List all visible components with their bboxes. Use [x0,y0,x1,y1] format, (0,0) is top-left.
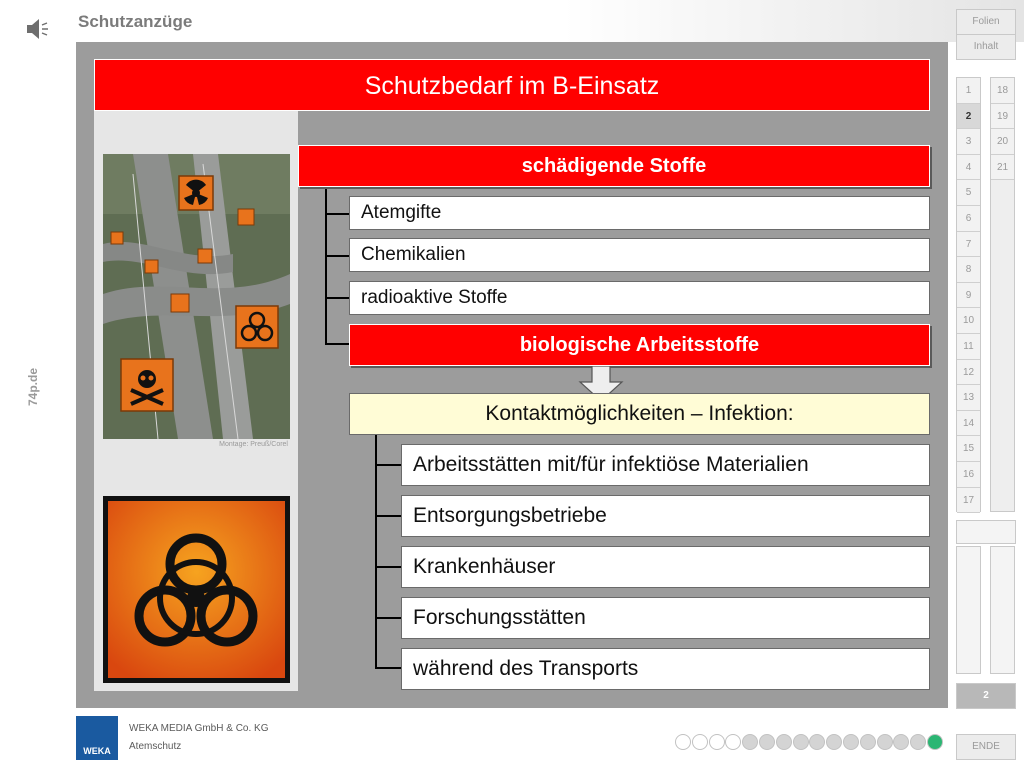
tree-connector-branch [325,297,349,299]
slide-number-4[interactable]: 4 [957,155,980,181]
slide-number-16[interactable]: 16 [957,462,980,488]
tree-connector-branch [325,343,349,345]
contact-heading: Kontaktmöglichkeiten – Infektion: [349,393,930,435]
slide-number-1[interactable]: 1 [957,78,980,104]
substance-item: radioaktive Stoffe [349,281,930,315]
progress-dot[interactable] [843,734,859,750]
biohazard-large-icon [103,496,290,683]
footer-subtitle: Atemschutz [129,741,182,752]
substance-item: Chemikalien [349,238,930,272]
contact-item: Forschungsstätten [401,597,930,639]
tree-connector-branch [375,515,401,517]
progress-dot[interactable] [793,734,809,750]
progress-dot[interactable] [675,734,691,750]
progress-dot[interactable] [776,734,792,750]
contact-item: Entsorgungsbetriebe [401,495,930,537]
slide-number-13[interactable]: 13 [957,385,980,411]
progress-dot[interactable] [893,734,909,750]
radiation-sign-icon [179,176,213,210]
side-brand-label: 74p.de [26,367,40,406]
slide-number-9[interactable]: 9 [957,283,980,309]
slide-number-18[interactable]: 18 [991,78,1014,104]
progress-dot[interactable] [877,734,893,750]
slide-number-3[interactable]: 3 [957,129,980,155]
footer-company: WEKA MEDIA GmbH & Co. KG [129,723,269,734]
slide-number-11[interactable]: 11 [957,334,980,360]
slide-number-5[interactable]: 5 [957,180,980,206]
slide-number-21[interactable]: 21 [991,155,1014,181]
progress-dot[interactable] [725,734,741,750]
slide-number-column-right [990,77,1015,512]
progress-dot[interactable] [826,734,842,750]
page-title: Schutzanzüge [78,12,193,31]
progress-dot[interactable] [742,734,758,750]
contact-item: Arbeitsstätten mit/für infektiöse Materialien [401,444,930,486]
progress-dot[interactable] [860,734,876,750]
nav-blank-column [990,546,1015,674]
tree-connector-branch [375,667,401,669]
slide-number-20[interactable]: 20 [991,129,1014,155]
folien-button[interactable]: Folien [956,9,1016,35]
progress-dot[interactable] [759,734,775,750]
highway-hazard-photo [103,154,290,439]
tree-connector-branch [325,213,349,215]
speaker-icon[interactable] [24,16,50,42]
nav-blank-column [956,546,981,674]
biohazard-sign-icon [236,306,278,348]
substance-item: Atemgifte [349,196,930,230]
slide-number-12[interactable]: 12 [957,360,980,386]
slide-number-19[interactable]: 19 [991,104,1014,130]
slide-number-15[interactable]: 15 [957,436,980,462]
slide-number-column-left [956,77,981,512]
tree-connector-vertical [325,187,327,345]
progress-dot[interactable] [809,734,825,750]
slide-number-14[interactable]: 14 [957,411,980,437]
slide-number-17[interactable]: 17 [957,488,980,514]
toxic-sign-icon [121,359,173,411]
photo-credit: Montage: Preuß/Corel [219,441,288,448]
current-slide-indicator: 2 [956,683,1016,709]
slide-number-6[interactable]: 6 [957,206,980,232]
harmful-substances-heading: schädigende Stoffe [298,145,930,187]
end-button[interactable]: ENDE [956,734,1016,760]
progress-dot[interactable] [692,734,708,750]
slide-number-10[interactable]: 10 [957,308,980,334]
slide-number-8[interactable]: 8 [957,257,980,283]
tree-connector-branch [375,617,401,619]
slide-header: Schutzbedarf im B-Einsatz [94,59,930,111]
progress-dot[interactable] [910,734,926,750]
tree-connector-branch [375,464,401,466]
nav-blank-cell [956,520,1016,544]
tree-connector-branch [375,566,401,568]
tree-connector-vertical [375,435,377,669]
slide-number-7[interactable]: 7 [957,232,980,258]
slide-number-2[interactable]: 2 [957,104,980,130]
tree-connector-branch [325,255,349,257]
biological-agents-heading: biologische Arbeitsstoffe [349,324,930,366]
weka-logo: WEKA [76,716,118,760]
progress-dot[interactable] [709,734,725,750]
contact-item: Krankenhäuser [401,546,930,588]
progress-dot[interactable] [927,734,943,750]
inhalt-button[interactable]: Inhalt [956,34,1016,60]
contact-item: während des Transports [401,648,930,690]
